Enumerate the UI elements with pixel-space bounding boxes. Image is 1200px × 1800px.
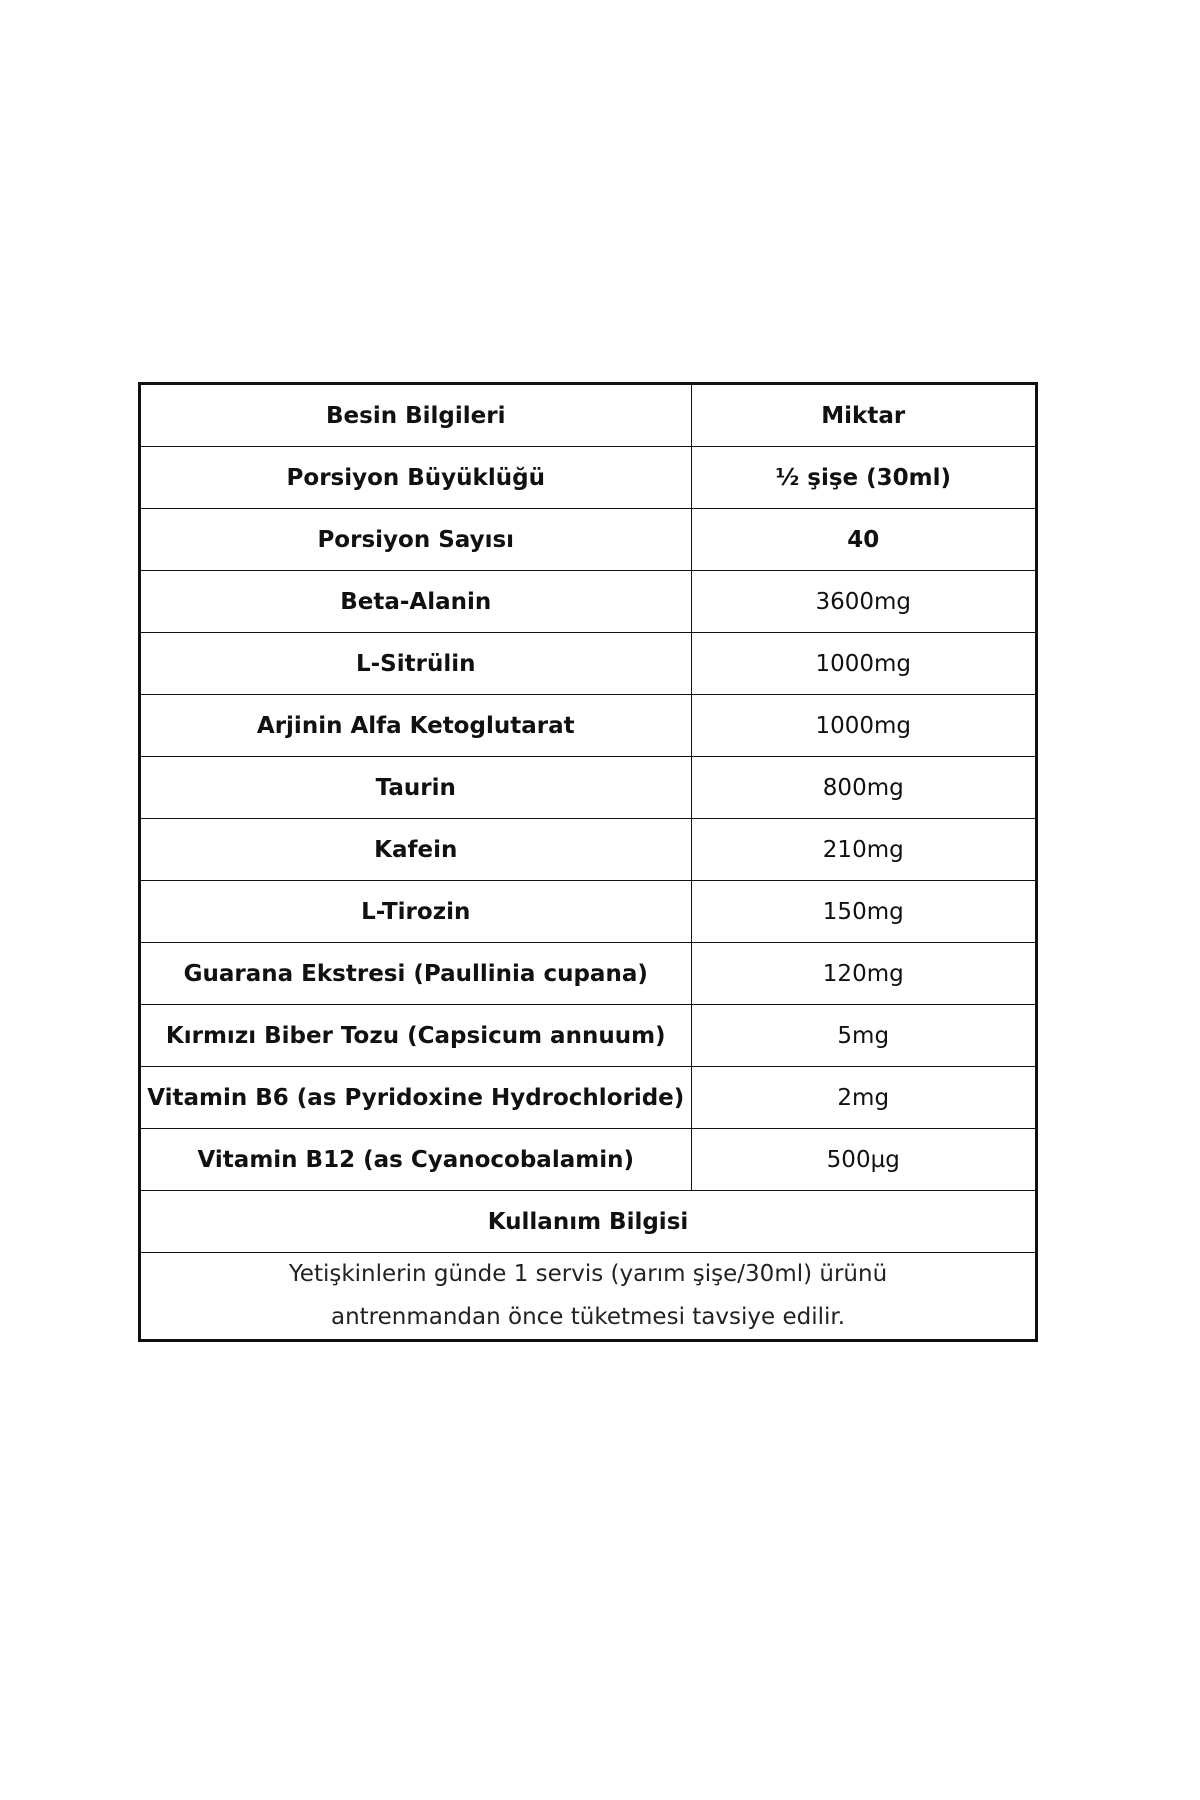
ingredient-name: Guarana Ekstresi (Paullinia cupana) [141, 943, 691, 1005]
ingredient-amount: 150mg [691, 881, 1035, 943]
usage-text-row [141, 1253, 1035, 1340]
table-row [141, 943, 1035, 1005]
table-row [141, 1067, 1035, 1129]
ingredient-amount: 800mg [691, 757, 1035, 819]
column-header-name: Besin Bilgileri [141, 385, 691, 447]
ingredient-amount: 1000mg [691, 695, 1035, 757]
column-header-amount: Miktar [691, 385, 1035, 447]
ingredient-amount: 1000mg [691, 633, 1035, 695]
usage-text-line-2: antrenmandan önce tüketmesi tavsiye edilir. [330, 1304, 846, 1330]
table-row [141, 881, 1035, 943]
table-row [141, 757, 1035, 819]
ingredient-name: L-Sitrülin [141, 633, 691, 695]
ingredient-amount: 40 [691, 509, 1035, 571]
ingredient-amount: 2mg [691, 1067, 1035, 1129]
ingredient-amount: 5mg [691, 1005, 1035, 1067]
ingredient-name: Kırmızı Biber Tozu (Capsicum annuum) [141, 1005, 691, 1067]
ingredient-amount: 210mg [691, 819, 1035, 881]
ingredient-name: Beta-Alanin [141, 571, 691, 633]
ingredient-name: Arjinin Alfa Ketoglutarat [141, 695, 691, 757]
ingredient-name: Taurin [141, 757, 691, 819]
table-row [141, 633, 1035, 695]
table-row [141, 1005, 1035, 1067]
nutrition-facts-document [138, 382, 1038, 1342]
ingredient-name: Porsiyon Büyüklüğü [141, 447, 691, 509]
table-header-row [141, 385, 1035, 447]
ingredient-amount: ½ şişe (30ml) [691, 447, 1035, 509]
table-row [141, 447, 1035, 509]
usage-text [141, 1253, 1035, 1340]
ingredient-amount: 3600mg [691, 571, 1035, 633]
ingredient-amount: 120mg [691, 943, 1035, 1005]
usage-header-row [141, 1191, 1035, 1253]
ingredient-name: L-Tirozin [141, 881, 691, 943]
table-row [141, 1129, 1035, 1191]
ingredient-name: Vitamin B12 (as Cyanocobalamin) [141, 1129, 691, 1191]
ingredient-amount: 500µg [691, 1129, 1035, 1191]
table-row [141, 819, 1035, 881]
table-row [141, 695, 1035, 757]
ingredient-name: Kafein [141, 819, 691, 881]
table-row [141, 509, 1035, 571]
table-row [141, 571, 1035, 633]
nutrition-table [141, 385, 1035, 1339]
usage-title: Kullanım Bilgisi [141, 1191, 1035, 1253]
ingredient-name: Porsiyon Sayısı [141, 509, 691, 571]
ingredient-name: Vitamin B6 (as Pyridoxine Hydrochloride) [141, 1067, 691, 1129]
usage-text-line-1: Yetişkinlerin günde 1 servis (yarım şişe/30ml) ürünü [288, 1261, 888, 1287]
